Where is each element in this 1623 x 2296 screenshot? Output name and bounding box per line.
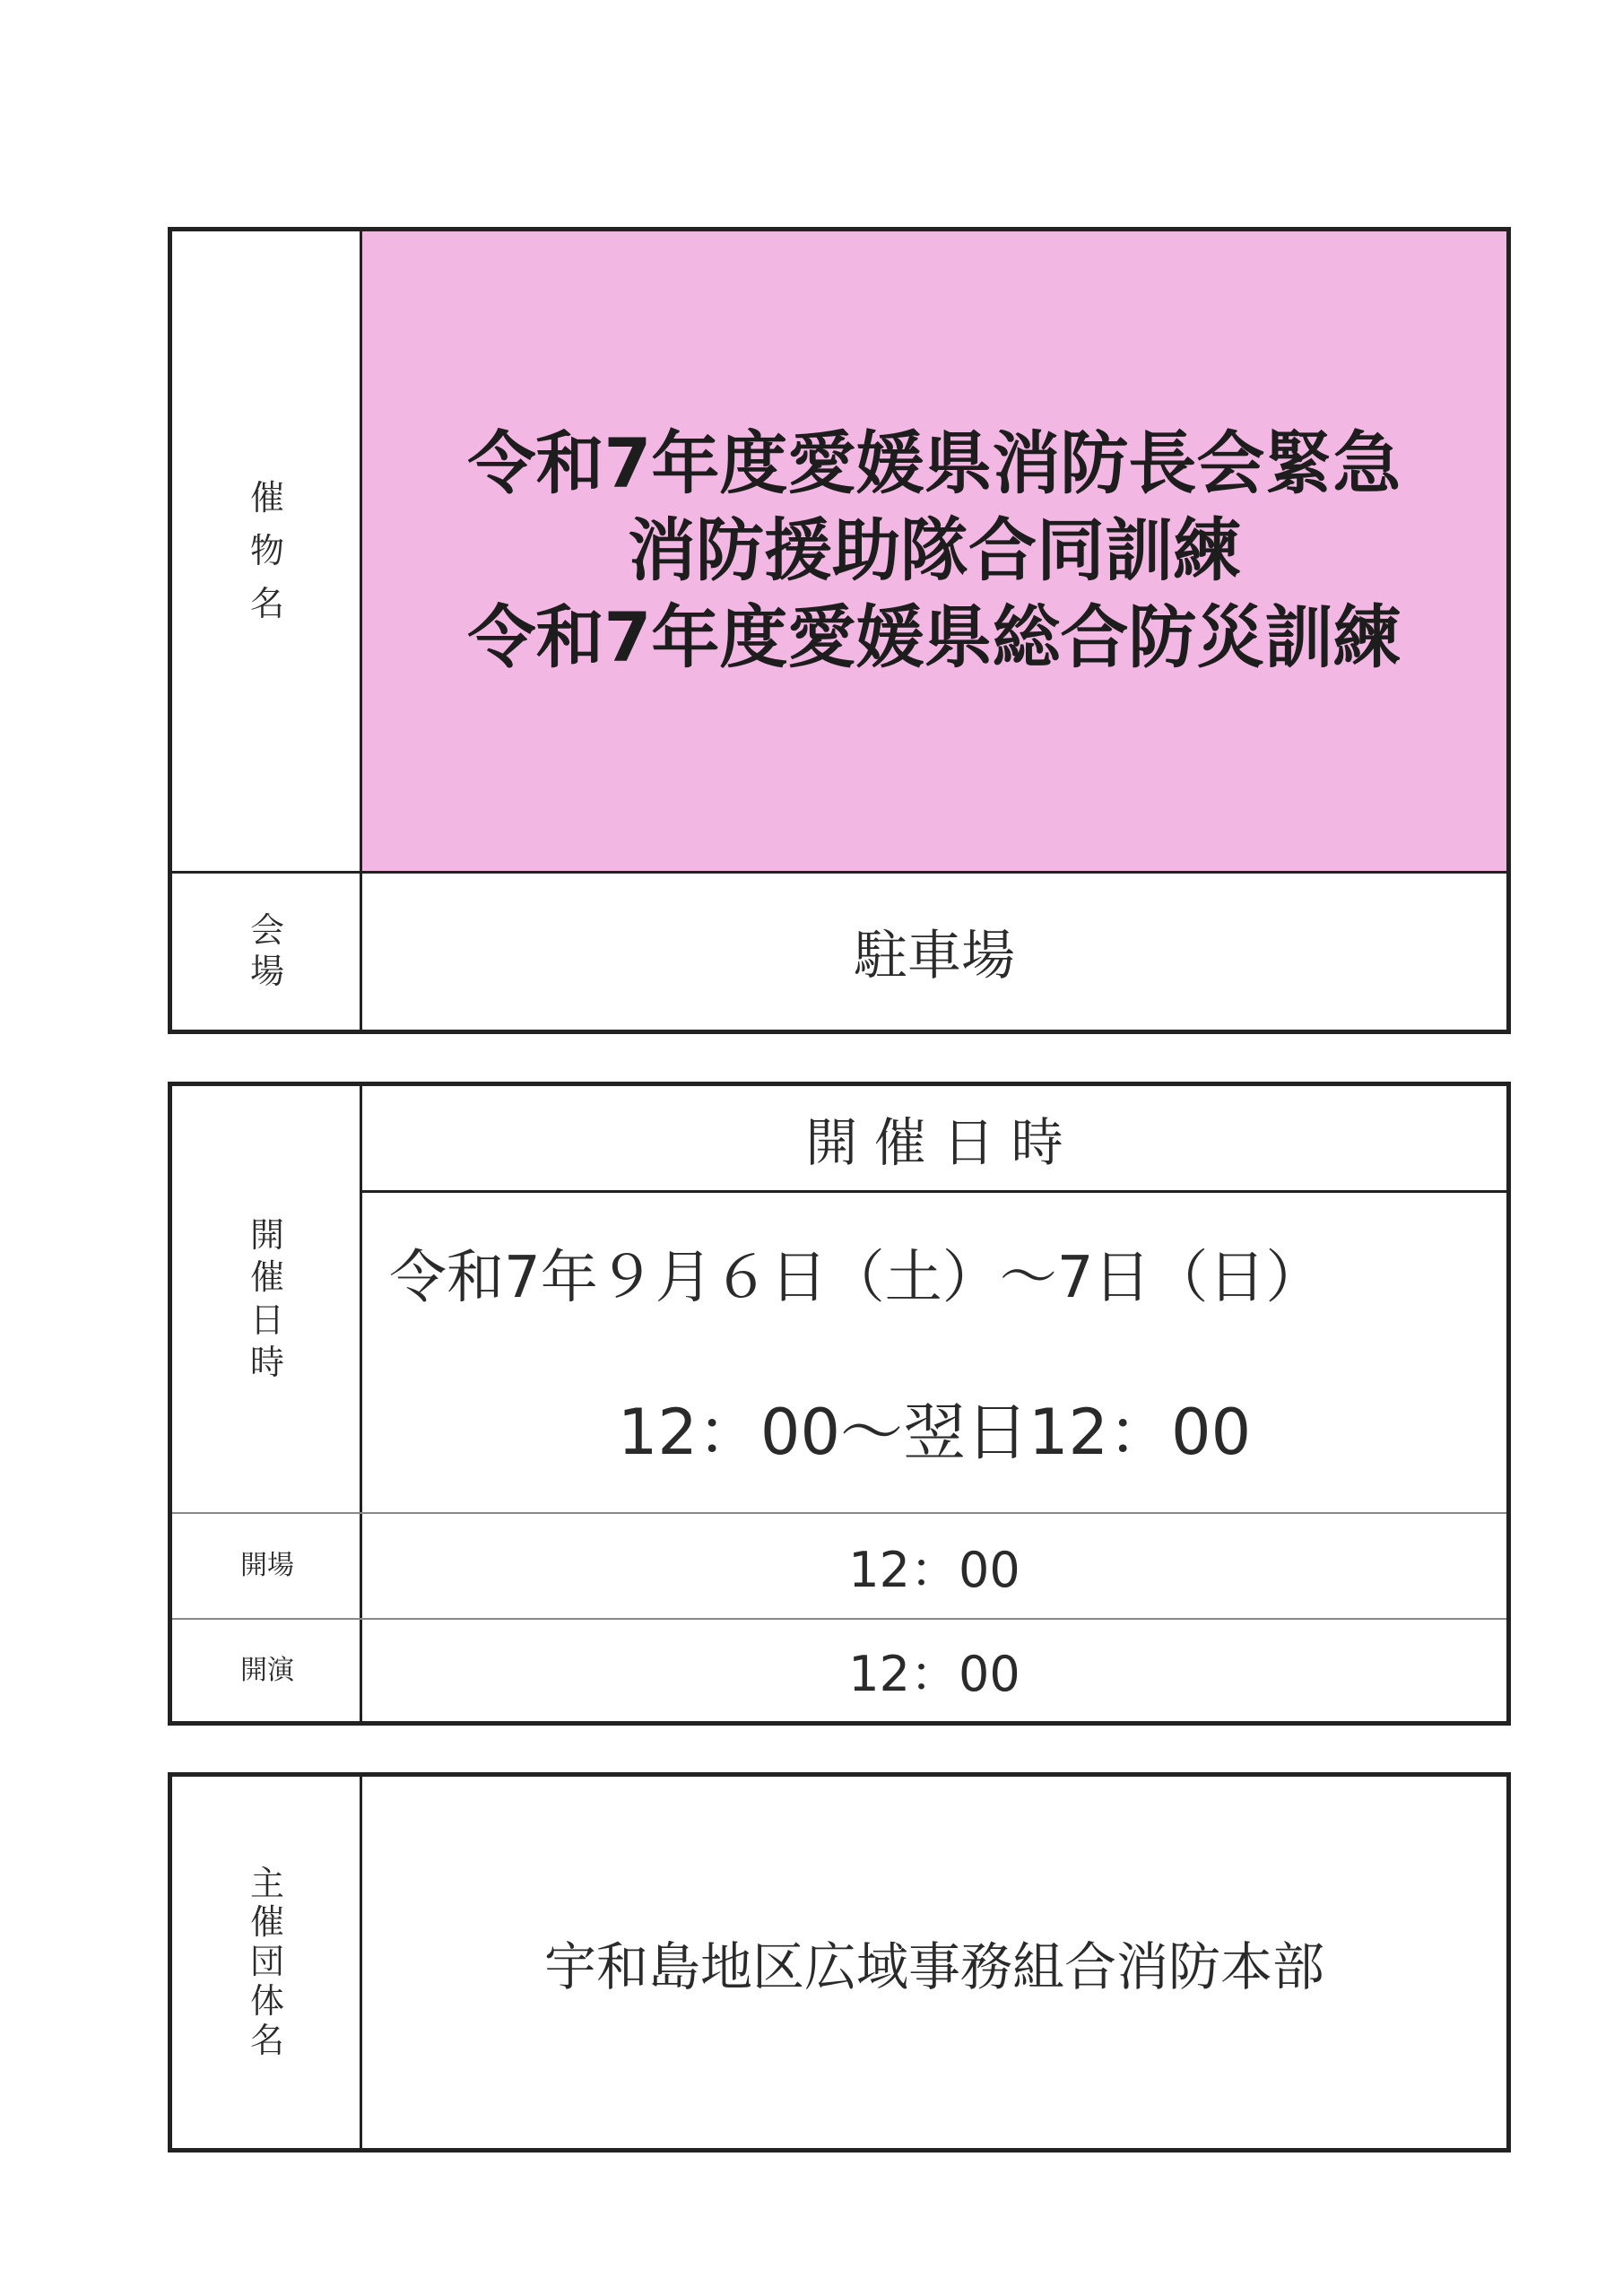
venue-value: 駐車場 xyxy=(854,925,1015,987)
start-time-value: 12：00 xyxy=(848,1646,1020,1702)
event-name-value xyxy=(362,420,1506,681)
organizer-panel xyxy=(168,1772,1511,2152)
event-title-line: 令和7年度愛媛県総合防災訓練 xyxy=(467,597,1402,677)
event-title-line: 令和7年度愛媛県消防長会緊急 xyxy=(467,423,1402,503)
datetime-label: 開 催 日 時 xyxy=(249,1214,284,1382)
organizer-value: 宇和島地区広域事務組合消防本部 xyxy=(543,1936,1324,1997)
organizer-label: 主 催 団 体 名 xyxy=(249,1863,284,2060)
datetime-header: 開 催 日 時 xyxy=(805,1112,1063,1173)
time-range: 12：00～翌日12：00 xyxy=(617,1395,1252,1469)
event-title-line: 消防援助隊合同訓練 xyxy=(628,510,1241,590)
datetime-panel xyxy=(168,1082,1511,1726)
event-name-label: 催 物 名 xyxy=(249,478,284,623)
divider xyxy=(362,1190,1506,1193)
date-range: 令和7年９月６日（土）～7日（日） xyxy=(389,1245,1324,1311)
doors-open-value: 12：00 xyxy=(848,1541,1020,1598)
doors-open-label: 開場 xyxy=(240,1550,294,1582)
start-time-label: 開演 xyxy=(240,1654,294,1686)
venue-label: 会 場 xyxy=(249,910,284,991)
event-info-panel xyxy=(168,227,1511,1034)
